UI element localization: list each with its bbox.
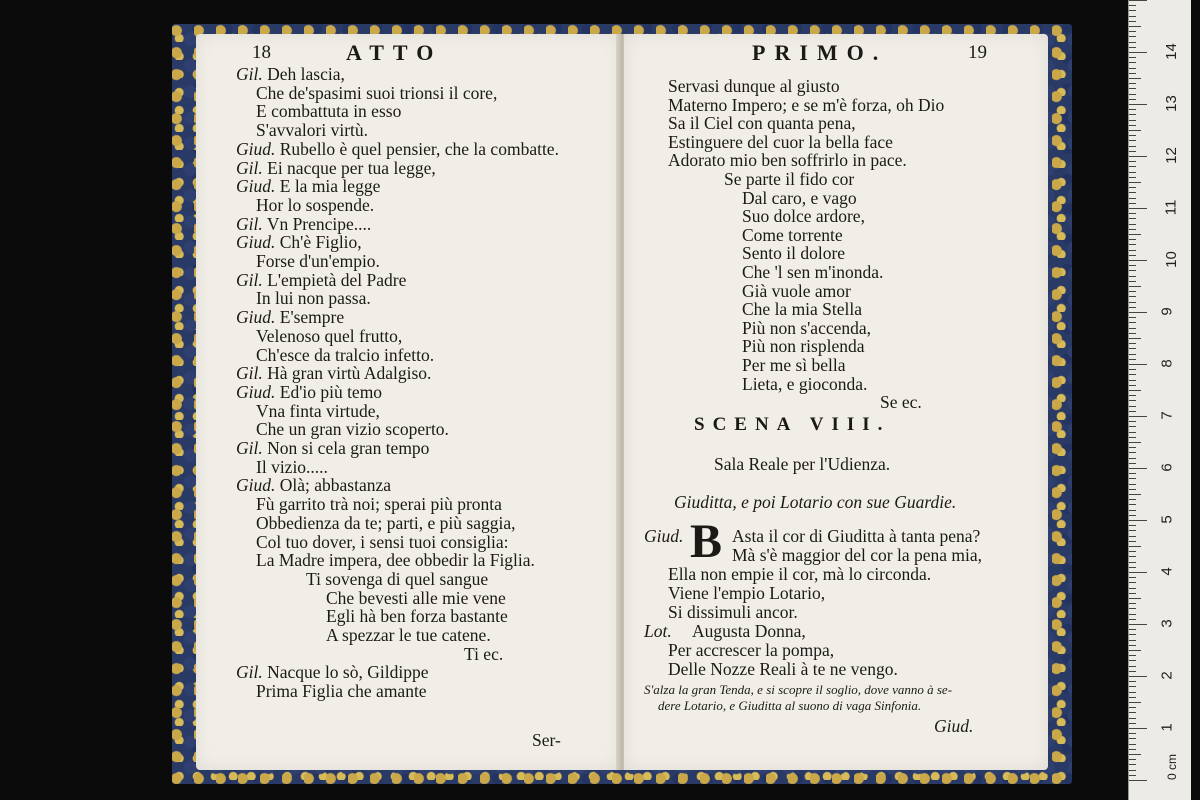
left-page-text [196, 34, 620, 770]
verse-line: Lieta, e gioconda. [742, 373, 868, 394]
ruler-tick [1129, 68, 1136, 69]
verse-text: E combattuta in esso [256, 101, 402, 122]
verse-line: Delle Nozze Reali à te ne vengo. [668, 659, 898, 679]
ruler-tick [1129, 73, 1136, 74]
ruler-tick [1129, 187, 1136, 188]
ruler-tick [1129, 265, 1136, 266]
speaker-label: Gil. [236, 438, 263, 458]
ruler-tick [1129, 380, 1136, 381]
ruler-label: 7 [1158, 411, 1176, 420]
ruler-tick [1129, 473, 1136, 474]
speaker-label: Giud. [236, 176, 276, 197]
ruler-tick [1129, 640, 1136, 641]
verse-text: E'sempre [279, 307, 345, 328]
ruler-tick [1129, 317, 1136, 318]
ruler-tick [1129, 629, 1136, 630]
text-line [256, 457, 328, 477]
ruler-tick [1129, 291, 1136, 292]
verse-line: Più non s'accenda, [742, 317, 872, 338]
ruler-tick [1129, 421, 1136, 422]
ruler-tick [1129, 692, 1136, 693]
ruler-tick [1129, 151, 1136, 152]
measuring-ruler [1128, 0, 1191, 800]
verse-text: Hà gran virtù Adalgiso. [267, 363, 432, 384]
ruler-tick [1129, 442, 1141, 443]
ruler-tick [1129, 10, 1136, 11]
speaker-label: Gil. [236, 213, 263, 234]
ruler-tick [1129, 359, 1136, 360]
text-line [236, 438, 429, 458]
verse-text: Col tuo dover, i sensi tuoi consiglia: [256, 531, 509, 552]
ruler-tick [1129, 447, 1136, 448]
ruler-tick [1129, 489, 1136, 490]
text-line [326, 606, 508, 626]
ruler-label: 13 [1162, 95, 1180, 112]
ruler-tick [1129, 577, 1136, 578]
running-head-right: PRIMO. [752, 40, 888, 65]
verse-line: Asta il cor di Giuditta à tanta pena? [732, 526, 981, 546]
ruler-tick [1129, 94, 1136, 95]
text-line [256, 288, 371, 308]
ruler-tick [1129, 260, 1147, 261]
verse-line: Dal caro, e vago [742, 187, 857, 208]
running-head-left: ATTO [346, 40, 443, 65]
ruler-tick [1129, 21, 1136, 22]
verse-text: Hor lo sospende. [256, 194, 375, 215]
scene-setting: Sala Reale per l'Udienza. [714, 454, 891, 474]
ruler-tick [1129, 702, 1141, 703]
ruler-tick [1129, 541, 1136, 542]
ruler-tick [1129, 697, 1136, 698]
ruler-tick [1129, 5, 1136, 6]
ruler-tick [1129, 588, 1136, 589]
verse-text: E la mia legge [279, 176, 381, 197]
speaker-label: Lot. [644, 621, 672, 641]
verse-line: Già vuole amor [742, 280, 851, 301]
ruler-tick [1129, 530, 1136, 531]
ruler-tick [1129, 624, 1147, 625]
ruler-tick [1129, 348, 1136, 349]
ruler-tick [1129, 598, 1141, 599]
ruler-tick [1129, 764, 1136, 765]
scene-characters: Giuditta, e poi Lotario con sue Guardie. [674, 492, 957, 512]
verse-text: L'empietà del Padre [267, 269, 407, 290]
ruler-tick [1129, 385, 1136, 386]
text-line [256, 401, 380, 421]
verse-line: Più non risplenda [742, 336, 865, 357]
ruler-tick [1129, 26, 1141, 27]
ruler-label: 1 [1158, 723, 1176, 732]
text-line [256, 83, 497, 103]
verse-text: Vn Prencipe.... [266, 213, 372, 234]
ruler-tick [1129, 614, 1136, 615]
ruler-tick [1129, 749, 1136, 750]
ruler-tick [1129, 99, 1136, 100]
speaker-label: Giud. [236, 232, 276, 253]
drop-cap: B [690, 515, 723, 568]
stage-direction: S'alza la gran Tenda, e si scopre il soglio, dove vanno à se- [644, 682, 953, 697]
ruler-tick [1129, 686, 1136, 687]
ruler-tick [1129, 411, 1136, 412]
ruler-tick [1129, 36, 1136, 37]
ruler-tick [1129, 400, 1136, 401]
ruler-label: 12 [1162, 147, 1180, 164]
ruler-tick [1129, 120, 1136, 121]
verse-text: Velenoso quel frutto, [256, 325, 403, 346]
ruler-tick [1129, 296, 1136, 297]
verse-text: Egli hà ben forza bastante [326, 606, 508, 627]
text-line [256, 494, 502, 514]
text-line [256, 101, 401, 121]
text-line [236, 214, 371, 234]
ruler-tick [1129, 369, 1136, 370]
verse-line: Per me sì bella [742, 355, 846, 375]
ruler-tick [1129, 494, 1141, 495]
ruler-tick [1129, 775, 1136, 776]
verse-text: Obbedienza da te; parti, e più saggia, [256, 512, 516, 533]
text-line [236, 382, 382, 402]
text-line [236, 307, 344, 327]
text-line [236, 363, 431, 383]
ruler-tick [1129, 302, 1136, 303]
ruler-tick [1129, 395, 1136, 396]
speaker-label: Giud. [236, 381, 276, 402]
verse-text: Che un gran vizio scoperto. [256, 419, 449, 440]
ruler-tick [1129, 676, 1147, 677]
text-line [236, 232, 362, 252]
ruler-tick [1129, 229, 1136, 230]
text-line [256, 550, 535, 570]
verse-text: La Madre impera, dee obbedir la Figlia. [256, 550, 535, 571]
verse-text: Che de'spasimi suoi trionsi il core, [256, 82, 498, 103]
left-page [196, 34, 620, 770]
ruler-tick [1129, 166, 1136, 167]
ruler-tick [1129, 671, 1136, 672]
verse-line: Servasi dunque al giusto [668, 76, 840, 96]
ruler-tick [1129, 374, 1136, 375]
verse-line: Per accrescer la pompa, [668, 640, 835, 660]
ruler-tick [1129, 146, 1136, 147]
verse-line: Se parte il fido cor [724, 169, 855, 189]
ruler-tick [1129, 567, 1136, 568]
verse-text: Olà; abbastanza [279, 475, 392, 496]
ruler-tick [1129, 224, 1136, 225]
ruler-tick [1129, 712, 1136, 713]
ruler-tick [1129, 52, 1147, 53]
ruler-tick [1129, 182, 1141, 183]
text-line [236, 662, 428, 682]
ruler-tick [1129, 728, 1147, 729]
ruler-tick [1129, 780, 1147, 781]
ruler-tick [1129, 276, 1136, 277]
ruler-tick [1129, 281, 1136, 282]
verse-text: Ed'io più temo [279, 381, 383, 402]
ruler-tick [1129, 759, 1136, 760]
verse-text: Ti ec. [464, 643, 504, 664]
stage-direction: dere Lotario, e Giuditta al suono di vaga Sinfonia. [658, 698, 922, 713]
verse-text: Il vizio..... [256, 456, 328, 477]
ruler-tick [1129, 484, 1136, 485]
verse-line: Adorato mio ben soffrirlo in pace. [668, 150, 907, 171]
text-line [326, 588, 506, 608]
text-line [256, 345, 434, 365]
verse-text: Ch'esce da tralcio infetto. [256, 344, 435, 365]
ruler-label: 14 [1162, 43, 1180, 60]
ruler-tick [1129, 270, 1136, 271]
catchword-right: Giud. [934, 716, 974, 736]
verse-text: A spezzar le tue catene. [326, 625, 491, 645]
ruler-tick [1129, 733, 1136, 734]
ruler-tick [1129, 416, 1147, 417]
verse-text: Nacque lo sò, Gildippe [267, 662, 429, 683]
speaker-label: Gil. [236, 662, 263, 683]
text-line [256, 195, 374, 215]
speaker-label: Giud. [644, 526, 684, 546]
ruler-tick [1129, 88, 1136, 89]
speaker-label: Gil. [236, 269, 263, 290]
ruler-tick [1129, 593, 1136, 594]
ruler-tick [1129, 744, 1136, 745]
ruler-tick [1129, 239, 1136, 240]
verse-text: Ch'è Figlio, [279, 232, 362, 253]
ruler-tick [1129, 338, 1141, 339]
ruler-tick [1129, 135, 1136, 136]
verse-line: Materno Impero; e se m'è forza, oh Dio [668, 94, 945, 115]
ruler-tick [1129, 666, 1136, 667]
ruler-tick [1129, 57, 1136, 58]
page-number-right: 19 [968, 42, 987, 63]
ruler-tick [1129, 16, 1136, 17]
ruler-tick [1129, 556, 1136, 557]
verse-line: Come torrente [742, 224, 843, 245]
text-line [236, 176, 380, 196]
catchword-left: Ser- [532, 730, 561, 750]
verse-text: Ti sovenga di quel sangue [306, 568, 489, 589]
speaker-label: Gil. [236, 64, 263, 84]
verse-text: Forse d'un'empio. [256, 251, 380, 271]
text-line [256, 120, 368, 140]
ruler-tick [1129, 426, 1136, 427]
ruler-label: 10 [1162, 251, 1180, 268]
ruler-tick [1129, 718, 1136, 719]
ruler-tick [1129, 172, 1136, 173]
ruler-tick [1129, 390, 1141, 391]
verse-line: Che la mia Stella [742, 299, 863, 320]
ruler-tick [1129, 322, 1136, 323]
ruler-tick [1129, 364, 1147, 365]
ruler-tick [1129, 437, 1136, 438]
ruler-label: 8 [1158, 359, 1176, 368]
speaker-label: Gil. [236, 157, 263, 178]
verse-text: Fù garrito trà noi; sperai più pronta [256, 494, 502, 515]
ruler-tick [1129, 42, 1136, 43]
ruler-tick [1129, 619, 1136, 620]
verse-text: Deh lascia, [267, 64, 345, 84]
ruler-tick [1129, 343, 1136, 344]
ruler-tick [1129, 520, 1147, 521]
ruler-tick [1129, 250, 1136, 251]
text-line [326, 625, 491, 645]
ruler-tick [1129, 406, 1136, 407]
ruler-tick [1129, 140, 1136, 141]
ruler-tick [1129, 452, 1136, 453]
ruler-tick [1129, 83, 1136, 84]
ruler-tick [1129, 515, 1136, 516]
verse-text: Rubello è quel pensier, che la combatte. [279, 138, 559, 159]
ruler-tick [1129, 218, 1136, 219]
ruler-tick [1129, 286, 1141, 287]
ruler-tick [1129, 770, 1136, 771]
verse-line: Sa il Ciel con quanta pena, [668, 113, 856, 134]
verse-text: Vna finta virtude, [256, 400, 380, 421]
ruler-tick [1129, 354, 1136, 355]
ruler-label: 11 [1162, 199, 1180, 216]
verse-line: Ella non empie il cor, mà lo circonda. [668, 564, 932, 584]
verse-text: Prima Figlia che amante [256, 681, 427, 702]
verse-line: Che 'l sen m'inonda. [742, 262, 884, 282]
ruler-tick [1129, 707, 1136, 708]
ruler-tick [1129, 525, 1136, 526]
text-line [236, 475, 391, 495]
speaker-label: Giud. [236, 138, 276, 159]
ruler-tick [1129, 562, 1136, 563]
ruler-tick [1129, 655, 1136, 656]
verse-text: Ei nacque per tua legge, [267, 157, 436, 178]
ruler-tick [1129, 203, 1136, 204]
ruler-tick [1129, 47, 1136, 48]
ruler-tick [1129, 161, 1136, 162]
ruler-label: 2 [1158, 671, 1176, 680]
text-line [236, 158, 436, 178]
ruler-tick [1129, 198, 1136, 199]
text-line [256, 419, 449, 439]
text-line [236, 270, 406, 290]
scene-title: SCENA VIII. [694, 414, 891, 435]
ruler-tick [1129, 125, 1136, 126]
ruler-tick [1129, 510, 1136, 511]
ruler-tick [1129, 478, 1136, 479]
ruler-tick [1129, 723, 1136, 724]
verse-text: Non si cela gran tempo [267, 438, 430, 458]
verse-text: In lui non passa. [256, 288, 371, 309]
verse-text: Che bevesti alle mie vene [326, 587, 506, 608]
text-line [256, 681, 427, 701]
ruler-tick [1129, 458, 1136, 459]
ruler-unit: 0 cm [1165, 753, 1180, 781]
speaker-label: Giud. [236, 475, 276, 496]
verse-line: Mà s'è maggior del cor la pena mia, [732, 545, 983, 565]
ruler-tick [1129, 208, 1147, 209]
ruler-tick [1129, 499, 1136, 500]
ruler-tick [1129, 307, 1136, 308]
ruler-tick [1129, 536, 1136, 537]
text-line [256, 251, 380, 271]
ruler-tick [1129, 312, 1147, 313]
ruler-tick [1129, 78, 1141, 79]
ruler-label: 6 [1158, 463, 1176, 472]
text-line [306, 569, 488, 589]
ruler-tick [1129, 244, 1136, 245]
text-line [256, 326, 402, 346]
verse-line: Se ec. [880, 392, 922, 413]
ruler-tick [1129, 468, 1147, 469]
ruler-tick [1129, 177, 1136, 178]
right-page-text [624, 34, 1048, 770]
verse-line: Sento il dolore [742, 243, 846, 264]
ruler-tick [1129, 603, 1136, 604]
ruler-tick [1129, 546, 1141, 547]
ruler-tick [1129, 0, 1147, 1]
ruler-tick [1129, 463, 1136, 464]
page-number-left: 18 [252, 42, 271, 63]
ruler-tick [1129, 255, 1136, 256]
right-page [624, 34, 1048, 770]
ruler-tick [1129, 104, 1147, 105]
verse-text: S'avvalori virtù. [256, 120, 369, 141]
ruler-tick [1129, 645, 1136, 646]
ruler-tick [1129, 650, 1141, 651]
ruler-tick [1129, 572, 1147, 573]
ruler-label: 4 [1158, 567, 1176, 576]
text-line [256, 532, 509, 552]
ruler-tick [1129, 504, 1136, 505]
ruler-tick [1129, 156, 1147, 157]
ruler-tick [1129, 551, 1136, 552]
ruler-tick [1129, 333, 1136, 334]
ruler-tick [1129, 234, 1141, 235]
ruler-tick [1129, 31, 1136, 32]
text-line [464, 644, 503, 664]
verse-line: Augusta Donna, [692, 621, 806, 641]
ruler-tick [1129, 738, 1136, 739]
text-line [236, 139, 559, 159]
ruler-label: 9 [1158, 307, 1176, 316]
verse-line: Si dissimuli ancor. [668, 602, 798, 622]
ruler-tick [1129, 608, 1136, 609]
ruler-label: 5 [1158, 515, 1176, 524]
ruler-tick [1129, 213, 1136, 214]
ruler-tick [1129, 582, 1136, 583]
ruler-tick [1129, 634, 1136, 635]
verse-line: Suo dolce ardore, [742, 206, 865, 227]
ruler-tick [1129, 754, 1141, 755]
ruler-tick [1129, 328, 1136, 329]
ruler-tick [1129, 109, 1136, 110]
speaker-label: Gil. [236, 363, 263, 384]
ruler-tick [1129, 130, 1141, 131]
ruler-tick [1129, 192, 1136, 193]
speaker-label: Giud. [236, 307, 276, 328]
verse-line: Viene l'empio Lotario, [668, 583, 826, 603]
text-line [236, 64, 345, 84]
verse-line: Estinguere del cuor la bella face [668, 131, 893, 152]
ruler-label: 3 [1158, 619, 1176, 628]
ruler-tick [1129, 660, 1136, 661]
ruler-tick [1129, 432, 1136, 433]
ruler-tick [1129, 62, 1136, 63]
ruler-tick [1129, 114, 1136, 115]
ruler-tick [1129, 681, 1136, 682]
text-line [256, 513, 515, 533]
